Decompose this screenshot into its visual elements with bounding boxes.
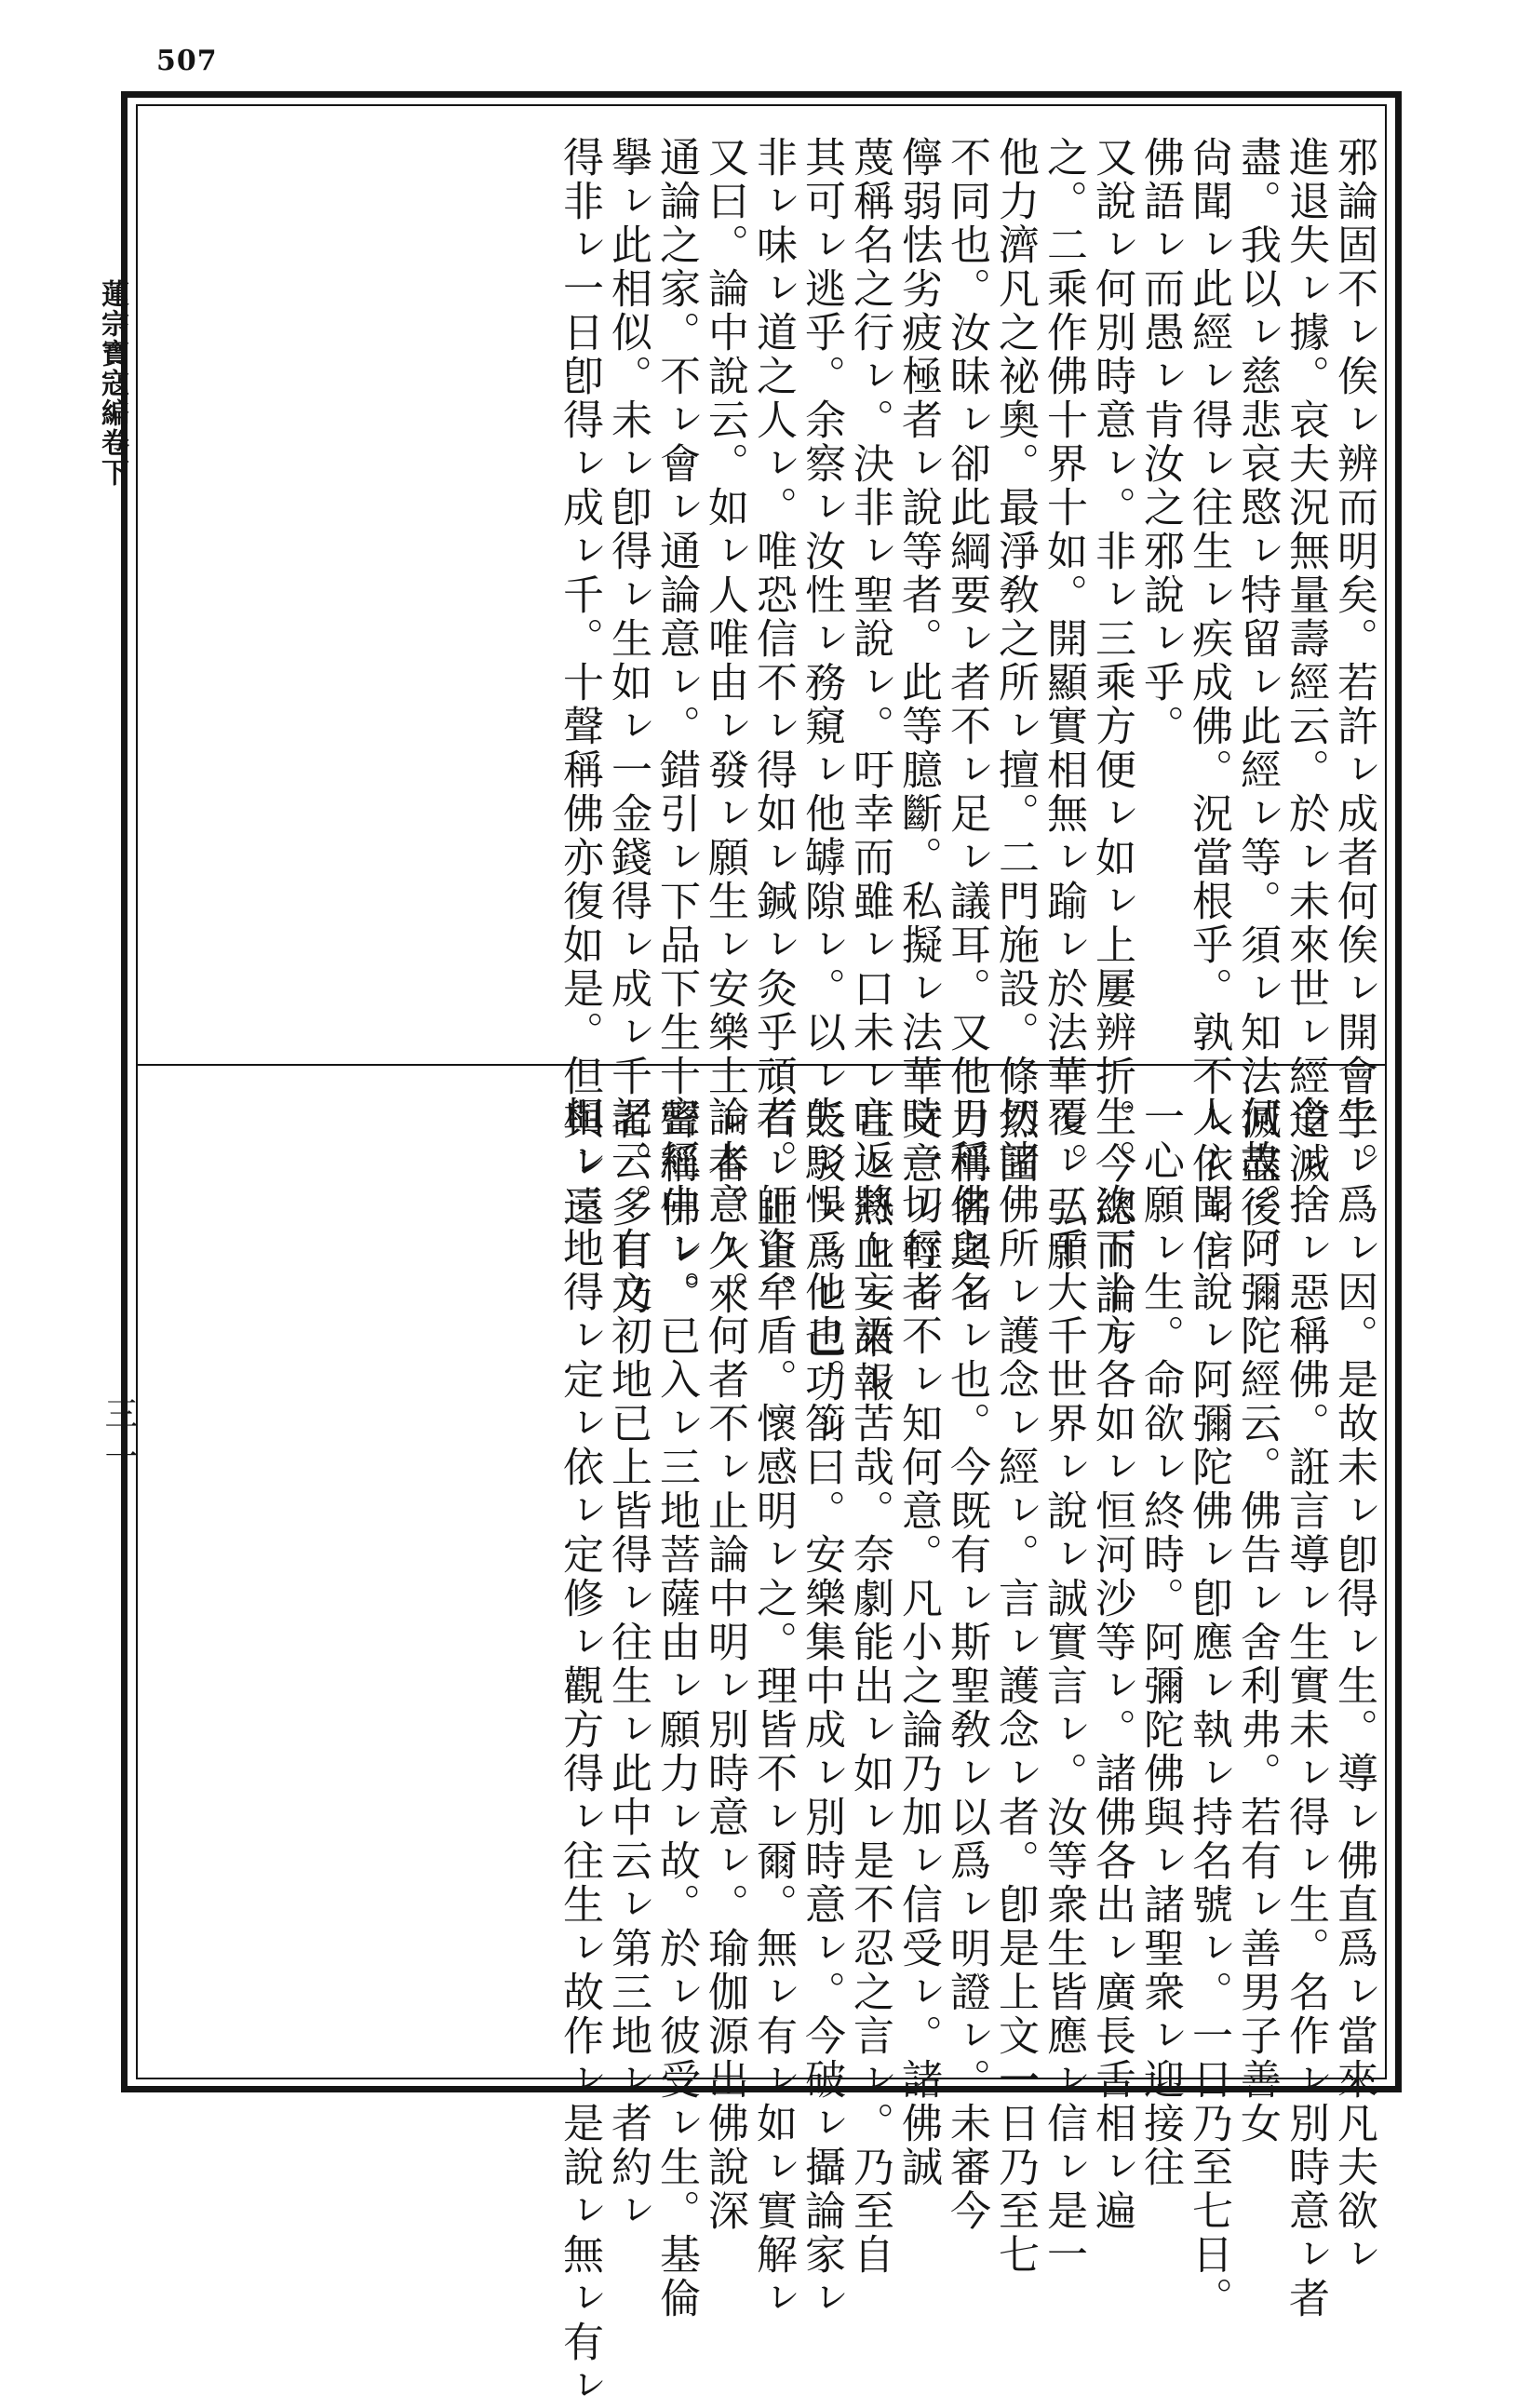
leaf-number: 三一 — [100, 1396, 138, 1482]
text-column: 密經中ㇾ。已入ㇾ三地菩薩由ㇾ願力ㇾ故。於ㇾ彼受ㇾ生。基倫 — [652, 1096, 700, 2321]
text-column: 何故。阿彌陀經云。佛告ㇾ舍利弗。若有ㇾ善男子善女 — [1233, 1096, 1281, 2146]
side-title: 蓮宗寶寇編卷下 — [96, 279, 128, 488]
text-column: 邪論固不ㇾ俟ㇾ辨而明矣。若許ㇾ成者何俟ㇾ開會乎。 — [1330, 136, 1377, 1186]
text-column: 言返將ㇾ妄語ㇾ苦哉。奈劇能出ㇾ如ㇾ是不忍之言ㇾ。乃至自 — [846, 1096, 893, 2277]
text-column: 佛語ㇾ而愚ㇾ肯汝之邪說ㇾ乎。 — [1136, 136, 1184, 748]
text-column: 又曰。論中說云。如ㇾ人唯由ㇾ發ㇾ願生ㇾ安樂土ㇾ者。久來 — [701, 136, 748, 1317]
text-column: 儜弱怯劣疲極者ㇾ說等者。此等臆斷。私擬ㇾ法華文意ㇾ輕ㇾ — [894, 136, 942, 1317]
text-column: 時一切行者不ㇾ知何意。凡小之論乃加ㇾ信受ㇾ。諸佛誠 — [894, 1096, 942, 2189]
text-column: 令ㇾ捨ㇾ惡稱佛。誑言導ㇾ生實未ㇾ得ㇾ生。名作ㇾ別時意ㇾ者 — [1282, 1096, 1329, 2321]
text-column: 一心願ㇾ生。命欲ㇾ終時。阿彌陀佛與ㇾ諸聖衆ㇾ迎接往 — [1136, 1096, 1184, 2189]
text-box — [136, 104, 1387, 2408]
upper-register — [136, 104, 1387, 1448]
text-column: 進退失ㇾ據。哀夫況無量壽經云。於ㇾ未來世ㇾ經道滅 — [1282, 136, 1329, 1186]
text-column: 人ㇾ聞ㇾ說ㇾ阿彌陀佛ㇾ卽應ㇾ執ㇾ持名號ㇾ。一日乃至七日。 — [1185, 1096, 1232, 2321]
text-column: 切諸佛所ㇾ護念ㇾ經ㇾ。言ㇾ護念ㇾ者。卽是上文一日乃至七 — [991, 1096, 1039, 2277]
text-column: 生ㇾ爲ㇾ因。是故未ㇾ卽得ㇾ生。導ㇾ佛直爲ㇾ當來凡夫欲ㇾ — [1330, 1096, 1377, 2277]
text-column: 相ㇾ三地得ㇾ定ㇾ依ㇾ定修ㇾ觀方得ㇾ往生ㇾ故作ㇾ是說ㇾ無ㇾ有ㇾ — [556, 1096, 603, 2408]
text-column: 者。師資牟盾。懷感明ㇾ之。理皆不ㇾ爾。無ㇾ有ㇾ如ㇾ實解ㇾ — [749, 1096, 797, 2321]
text-column: 通論之家。不ㇾ會ㇾ通論意ㇾ。錯引ㇾ下品下生十聲稱佛ㇾ。 — [652, 136, 700, 1317]
text-column: 記云。有文初地已上皆得ㇾ往生ㇾ此中云ㇾ第三地ㇾ者約ㇾ — [604, 1096, 652, 2233]
text-column: 又說ㇾ何別時意ㇾ。非ㇾ三乘方便ㇾ如ㇾ上屢辨折。今總而論ㇾ — [1088, 136, 1135, 1361]
text-column: 非ㇾ味ㇾ道之人ㇾ。唯恐信不ㇾ得如ㇾ鍼ㇾ灸乎頑石ㇾ止止。 — [749, 136, 797, 1317]
text-column: 論本意ㇾ。何者不ㇾ止論中明ㇾ別時意ㇾ。瑜伽源出佛說深 — [701, 1096, 748, 2233]
text-column: 日稱佛之名ㇾ也。今既有ㇾ斯聖敎ㇾ以爲ㇾ明證ㇾ。未審今 — [943, 1096, 990, 2233]
text-column: 覆ㇾ三千大千世界ㇾ說ㇾ誠實言ㇾ。汝等衆生皆應ㇾ信ㇾ是一 — [1040, 1096, 1087, 2277]
text-column: 生。次下十方各如ㇾ恒河沙等ㇾ。諸佛各出ㇾ廣長舌相ㇾ遍 — [1088, 1096, 1135, 2233]
text-column: 其可ㇾ逃乎。余察ㇾ汝性ㇾ務窺ㇾ他罅隙ㇾ。以ㇾ貶駁ㇾ爲ㇾ己功ㇾ — [798, 136, 845, 1448]
text-column: 他力濟凡之祕奧。最淨敎之所ㇾ擅。二門施設。條然固 — [991, 136, 1039, 1186]
text-column: 失ㇾ悞ㇾ他也。箚曰。安樂集中成ㇾ別時意ㇾ。今破ㇾ攝論家ㇾ — [798, 1096, 845, 2321]
text-column: 之。二乘作佛十界十如。開顯實相無ㇾ踰ㇾ於法華ㇾ。弘願 — [1040, 136, 1087, 1273]
lower-register — [136, 1064, 1387, 2408]
text-column: 得非ㇾ一日卽得ㇾ成ㇾ千。十聲稱佛亦復如是。但與ㇾ遠 — [556, 136, 603, 1230]
text-column: 蔑稱名之行ㇾ。決非ㇾ聖說ㇾ。吁幸而雖ㇾ口未ㇾ吐ㇾ熱血ㇾ來報 — [846, 136, 893, 1405]
text-column: 不同也。汝昧ㇾ卻此綱要ㇾ者不ㇾ足ㇾ議耳。又他力稱名與ㇾ — [943, 136, 990, 1317]
text-column: 盡。我以ㇾ慈悲哀愍ㇾ特留ㇾ此經ㇾ等。須ㇾ知法滅盡後。 — [1233, 136, 1281, 1273]
text-column: 擧ㇾ此相似。未ㇾ卽得ㇾ生如ㇾ一金錢得ㇾ成ㇾ千者。多日乃 — [604, 136, 652, 1317]
page-number: 507 — [156, 45, 218, 77]
text-column: 尙聞ㇾ此經ㇾ得ㇾ往生ㇾ疾成佛。況當根乎。孰不ㇾ依ㇾ信 — [1185, 136, 1232, 1273]
